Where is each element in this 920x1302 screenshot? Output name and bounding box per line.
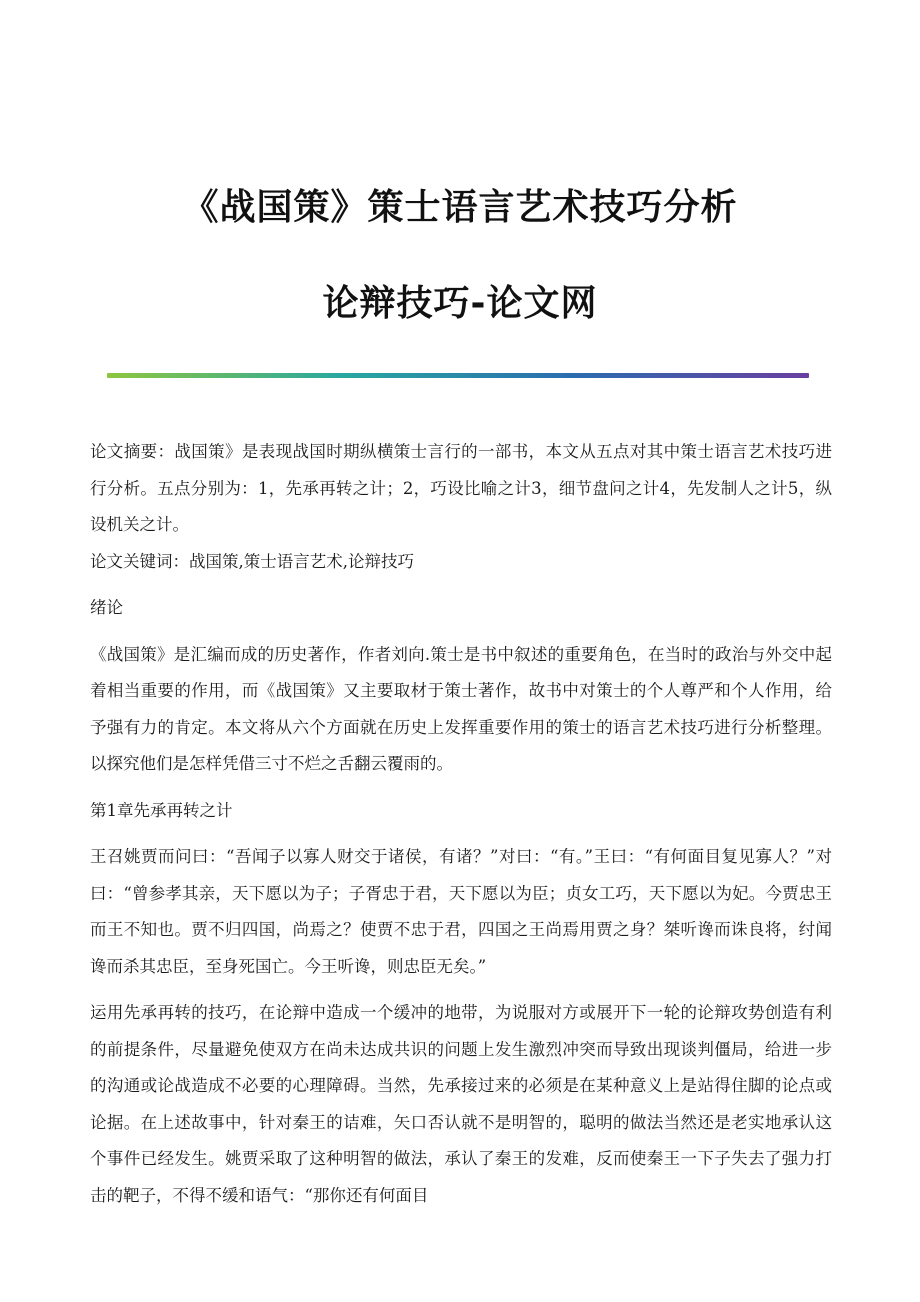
section-heading-introduction: 绪论 [90, 598, 123, 617]
keywords-paragraph: 论文关键词：战国策,策士语言艺术,论辩技巧 [90, 551, 414, 571]
introduction-paragraph: 《战国策》是汇编而成的历史著作，作者刘向.策士是书中叙述的重要角色，在当时的政治与外交中起着相当重要的作用，而《战国策》又主要取材于策士著作，故书中对策士的个人尊严和个人作用，给予强有力的肯定。本文将从六个方面就在历史上发挥重要作用的策士的语言艺术技巧进行分析整理。以探究他们是怎样凭借三寸不烂之舌翻云覆雨的。 [90, 644, 832, 773]
quote-paragraph: 王召姚贾而问曰：“吾闻子以寡人财交于诸侯，有诸？”对曰：“有。”王曰：“有何面目复见寡人？”对曰：“曾参孝其亲，天下愿以为子；子胥忠于君，天下愿以为臣；贞女工巧，天下愿以为妃。今贾忠王而王不知也。贾不归四国，尚焉之？使贾不忠于君，四国之王尚焉用贾之身？桀听谗而诛良将，纣闻谗而杀其忠臣，至身死国亡。今王听谗，则忠臣无矣。” [90, 847, 832, 976]
title-divider [107, 373, 809, 378]
document-title-line-1: 《战国策》策士语言艺术技巧分析 [182, 187, 738, 228]
analysis-paragraph: 运用先承再转的技巧，在论辩中造成一个缓冲的地带，为说服对方或展开下一轮的论辩攻势创造有利的前提条件，尽量避免使双方在尚未达成共识的问题上发生激烈冲突而导致出现谈判僵局，给进一步的沟通或论战造成不必要的心理障碍。当然，先承接过来的必须是在某种意义上是站得住脚的论点或论据。在上述故事中，针对秦王的诘难，矢口否认就不是明智的，聪明的做法当然还是老实地承认这个事件已经发生。姚贾采取了这种明智的做法，承认了秦王的发难，反而使秦王一下子失去了强力打击的靶子，不得不缓和语气：“那你还有何面目 [90, 1003, 832, 1205]
document-body [90, 434, 832, 1214]
abstract-paragraph: 论文摘要：战国策》是表现战国时期纵横策士言行的一部书，本文从五点对其中策士语言艺术技巧进行分析。五点分别为：1，先承再转之计；2，巧设比喻之计3，细节盘问之计4，先发制人之计5，纵设机关之计。 [90, 442, 832, 534]
document-title-line-2: 论辩技巧-论文网 [322, 283, 598, 324]
chapter-heading-1: 第1章先承再转之计 [90, 800, 233, 820]
